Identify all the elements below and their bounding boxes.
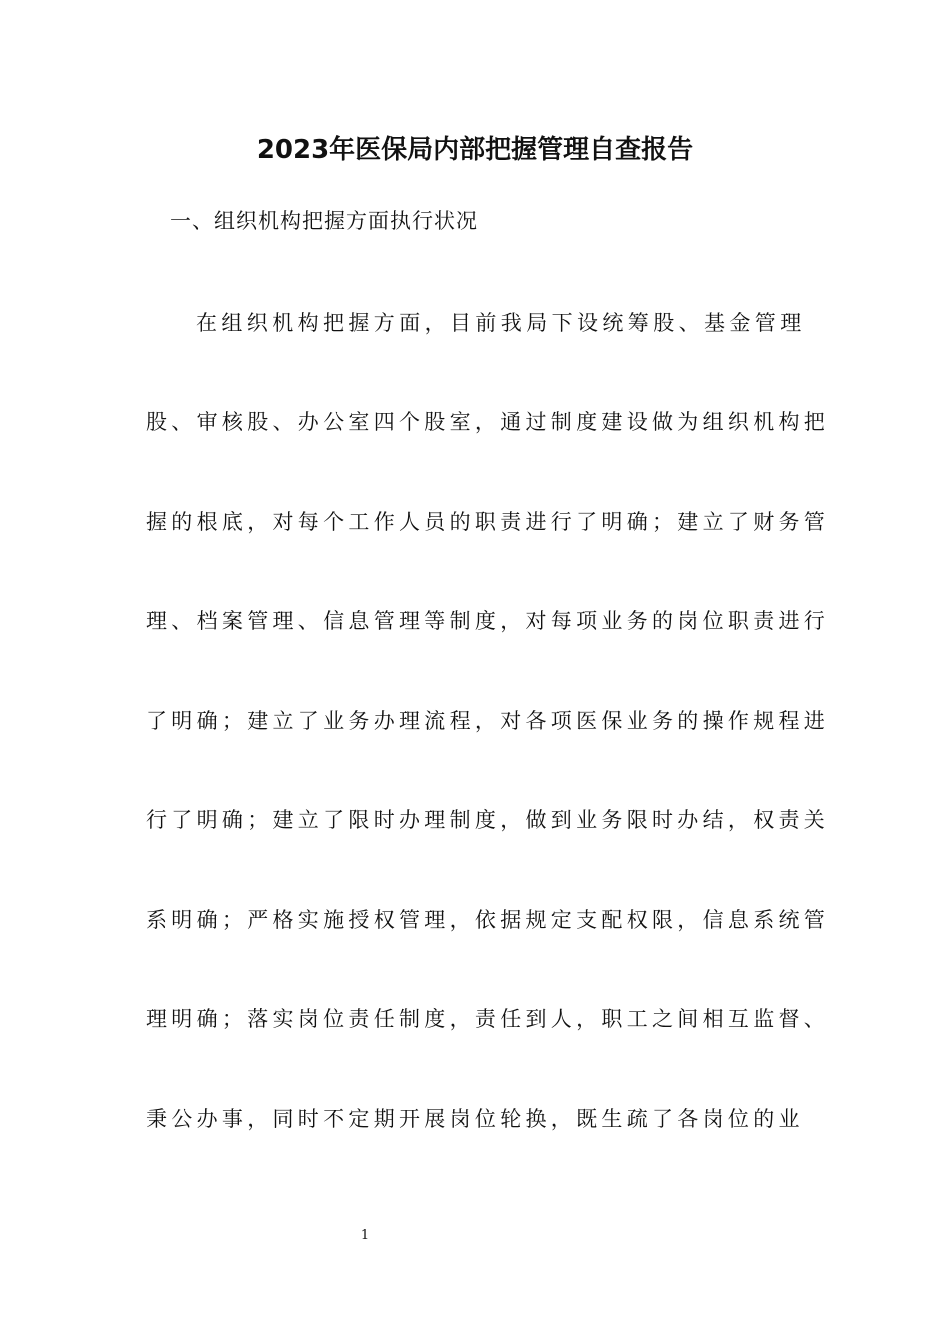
paragraph-line: 了明确；建立了业务办理流程，对各项医保业务的操作规程进 [146,709,830,733]
page-number: 1 [360,1228,370,1243]
paragraph-line: 股、审核股、办公室四个股室，通过制度建设做为组织机构把 [146,410,830,434]
paragraph-line: 理、档案管理、信息管理等制度，对每项业务的岗位职责进行 [146,609,830,633]
paragraph-line: 理明确；落实岗位责任制度，责任到人，职工之间相互监督、 [146,1007,830,1031]
section-heading: 一、组织机构把握方面执行状况 [170,209,478,233]
paragraph-line: 在组织机构把握方面，目前我局下设统筹股、基金管理 [196,311,806,335]
paragraph-line: 秉公办事，同时不定期开展岗位轮换，既生疏了各岗位的业 [146,1107,804,1131]
paragraph-line: 系明确；严格实施授权管理，依据规定支配权限，信息系统管 [146,908,830,932]
paragraph-line: 行了明确；建立了限时办理制度，做到业务限时办结，权责关 [146,808,830,832]
paragraph-line: 握的根底，对每个工作人员的职责进行了明确；建立了财务管 [146,510,830,534]
page-title: 2023年医保局内部把握管理自查报告 [256,135,694,165]
